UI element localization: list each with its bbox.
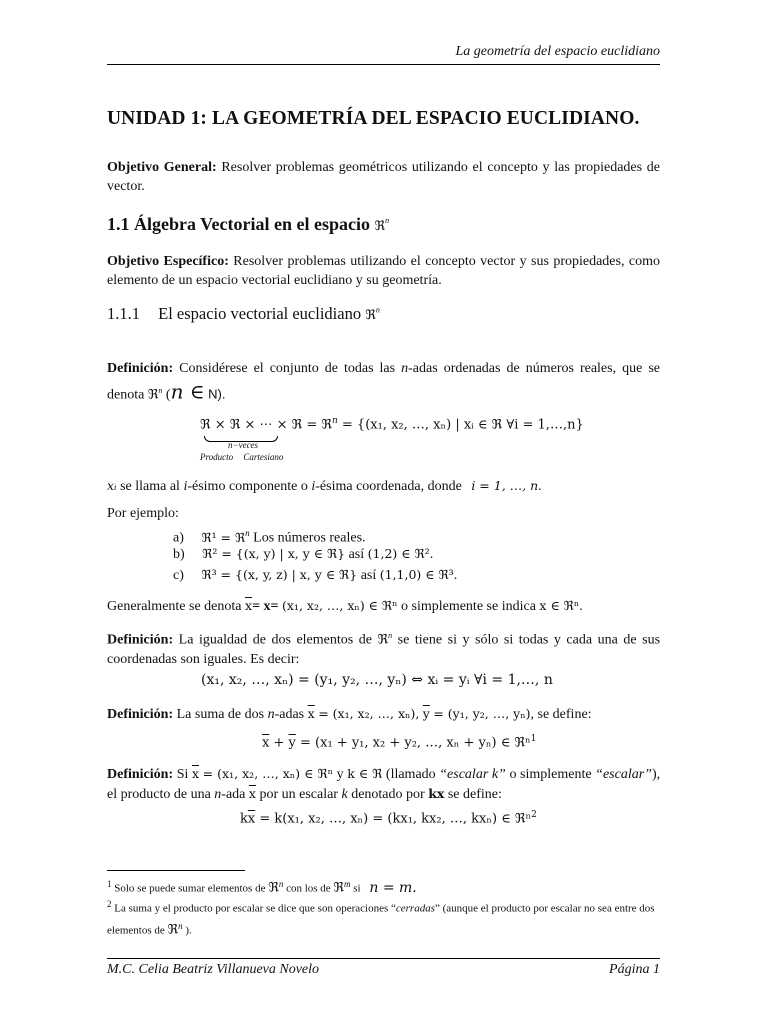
general-objective-text: Resolver problemas geométricos utilizando el concepto y las propiedades de vector. (107, 160, 660, 194)
definition-label: Definición: (107, 707, 174, 722)
footer-rule (107, 958, 660, 959)
section-1-1-1-heading: 1.1.1 El espacio vectorial euclidiano ℜ$^n$ (107, 304, 380, 323)
reals-symbol: ℜ (374, 219, 386, 234)
sum-equation: $\overline{x} + \overline{y} = (x_1 + y_1$, x₂ + y₂, …, xₙ + yₙ) ∈ ℜⁿ$^1$ (262, 734, 537, 751)
section-1-1-title: 1.1 Álgebra Vectorial en el espacio (107, 214, 370, 234)
footnote-ref-1[interactable]: 1 (530, 734, 537, 744)
specific-objective-label: Objetivo Específico: (107, 254, 229, 269)
examples-intro: Por ejemplo: (107, 506, 179, 521)
header-rule (107, 64, 660, 65)
notation-line: Generalmente se denota $\overline{x}= x= (x_1$, x₂, …, xₙ) ∈ ℜⁿ o simplemente se indica x ∈ ℜⁿ. (107, 598, 583, 614)
definition-4: Definición: Si $\overline{x} = (x_1$, x₂, …, xₙ) ∈ ℜⁿ y k ∈ ℜ (llamado “escalar k” o simplemente “escalar”), el producto de una n-ada $\overline{x}$ por un escalar k denotado por kx se define: (107, 766, 661, 802)
definition-1: Definición: Considérese el conjunto de todas las n-adas ordenadas de números reales, que se denota ℜ$^n$ (n ∈ N). (107, 361, 661, 404)
underbrace-label: n−veces (228, 440, 259, 450)
reals-symbol: ℜ (365, 308, 376, 323)
section-1-1-heading: 1.1 Álgebra Vectorial en el espacio ℜ$^n$ (107, 214, 390, 234)
general-objective (107, 158, 660, 196)
footnote-separator (107, 870, 245, 871)
definition-label: Definición: (107, 361, 174, 376)
product-label: Producto Cartesiano (200, 452, 284, 462)
definition-label: Definición: (107, 767, 174, 782)
unit-title: UNIDAD 1: LA GEOMETRÍA DEL ESPACIO EUCLIDIANO. (107, 108, 640, 129)
specific-objective-text: Resolver problemas utilizando el concepto vector y sus propiedades, como elemento de un espacio vectorial euclidiano y su geometría. (107, 254, 661, 288)
footer-page-number: Página 1 (609, 962, 660, 977)
section-1-1-1-title: El espacio vectorial euclidiano (158, 304, 362, 323)
equality-equation: (x₁, x₂, …, xₙ) = (y₁, y₂, …, yₙ) ⇔ xᵢ = yᵢ ∀i = 1,…, n (201, 672, 553, 688)
example-b: b) ℜ² = {(x, y) | x, y ∈ ℜ} así (1,2) ∈ ℜ². (173, 546, 434, 562)
scalar-product-equation: $k\overline{x} = k(x_1$, x₂, …, xₙ) = (kx₁, kx₂, …, kxₙ) ∈ ℜⁿ$^2$ (240, 810, 537, 827)
component-definition: xᵢ se llama al i-ésimo componente o i-ésima coordenada, donde i = 1, …, n. (107, 478, 542, 494)
footnote-ref-2[interactable]: 2 (531, 810, 537, 820)
definition-label: Definición: (107, 632, 174, 648)
footnote-2: $^2$ La suma y el producto por escalar se dice que son operaciones “cerradas” (aunque el producto por escalar no sea entre dos elementos de ℜ$^n$ ). (107, 899, 655, 938)
specific-objective (107, 252, 660, 290)
cartesian-product-formula: ℜ × ℜ × ⋯ × ℜ = ℜ$^n$ = {(x₁, x₂, …, xₙ) | xᵢ ∈ ℜ ∀i = 1,…,n} (200, 416, 584, 433)
general-objective-label: Objetivo General: (107, 160, 217, 175)
footer-author: M.C. Celia Beatriz Villanueva Novelo (107, 962, 320, 977)
definition-3: Definición: La suma de dos n-adas $\overline{x} = (x_1$, x₂, …, xₙ), $\overline{y} = (y_1$, y₂, …, yₙ), se define: (107, 706, 592, 722)
footnote-1: $^1$ Solo se puede sumar elementos de ℜ$^n$ con los de ℜ$^m$ si n = m. (107, 879, 417, 896)
example-a: a) ℜ¹ = ℜ$^n$ Los números reales. (173, 528, 366, 546)
section-1-1-1-number: 1.1.1 (107, 304, 140, 323)
running-header: La geometría del espacio euclidiano (455, 44, 660, 59)
example-c: c) ℜ³ = {(x, y, z) | x, y ∈ ℜ} así (1,1,0) ∈ ℜ³. (173, 567, 458, 583)
definition-2: Definición: La igualdad de dos elementos de ℜ$^n$ se tiene si y sólo si todas y cada una de sus coordenadas son iguales. Es decir: (107, 631, 661, 667)
